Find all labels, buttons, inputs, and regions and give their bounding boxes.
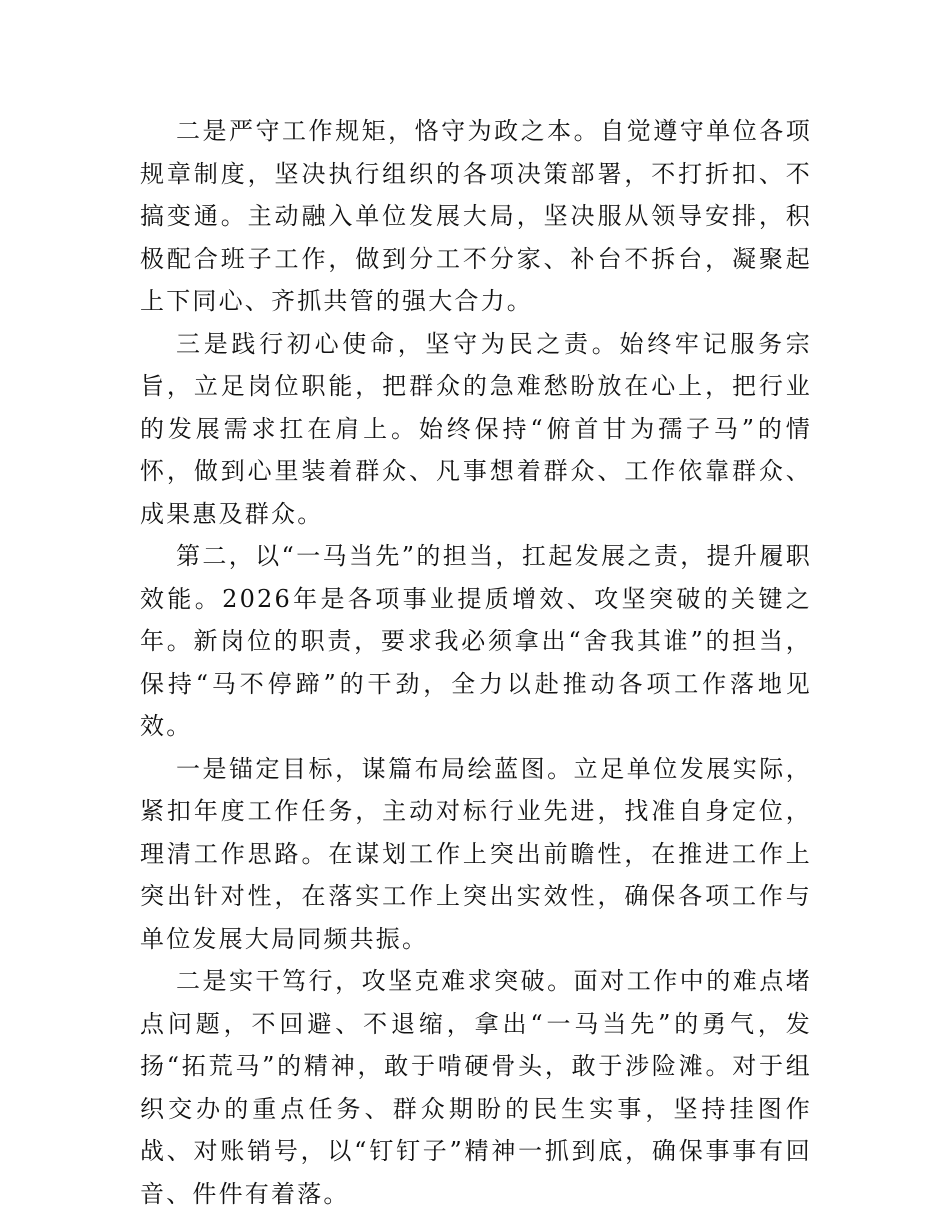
document-body	[140, 110, 812, 1215]
paragraph-1: 二是严守工作规矩，恪守为政之本。自觉遵守单位各项规章制度，坚决执行组织的各项决策部署，不打折扣、不搞变通。主动融入单位发展大局，坚决服从领导安排，积极配合班子工作，做到分工不分家、补台不拆台，凝聚起上下同心、齐抓共管的强大合力。	[140, 117, 812, 315]
paragraph-4: 一是锚定目标，谋篇布局绘蓝图。立足单位发展实际，紧扣年度工作任务，主动对标行业先进，找准自身定位，理清工作思路。在谋划工作上突出前瞻性，在推进工作上突出针对性，在落实工作上突出实效性，确保各项工作与单位发展大局同频共振。	[140, 754, 812, 953]
paragraph-2: 三是践行初心使命，坚守为民之责。始终牢记服务宗旨，立足岗位职能，把群众的急难愁盼放在心上，把行业的发展需求扛在肩上。始终保持“俯首甘为孺子马”的情怀，做到心里装着群众、凡事想着群众、工作依靠群众、成果惠及群众。	[140, 329, 812, 528]
paragraph-5: 二是实干笃行，攻坚克难求突破。面对工作中的难点堵点问题，不回避、不退缩，拿出“一马当先”的勇气，发扬“拓荒马”的精神，敢于啃硬骨头，敢于涉险滩。对于组织交办的重点任务、群众期盼的民生实事，坚持挂图作战、对账销号，以“钉钉子”精神一抓到底，确保事事有回音、件件有着落。	[140, 967, 812, 1208]
paragraph-3: 第二，以“一马当先”的担当，扛起发展之责，提升履职效能。2026年是各项事业提质增效、攻坚突破的关键之年。新岗位的职责，要求我必须拿出“舍我其谁”的担当，保持“马不停蹄”的干劲，全力以赴推动各项工作落地见效。	[140, 542, 812, 740]
